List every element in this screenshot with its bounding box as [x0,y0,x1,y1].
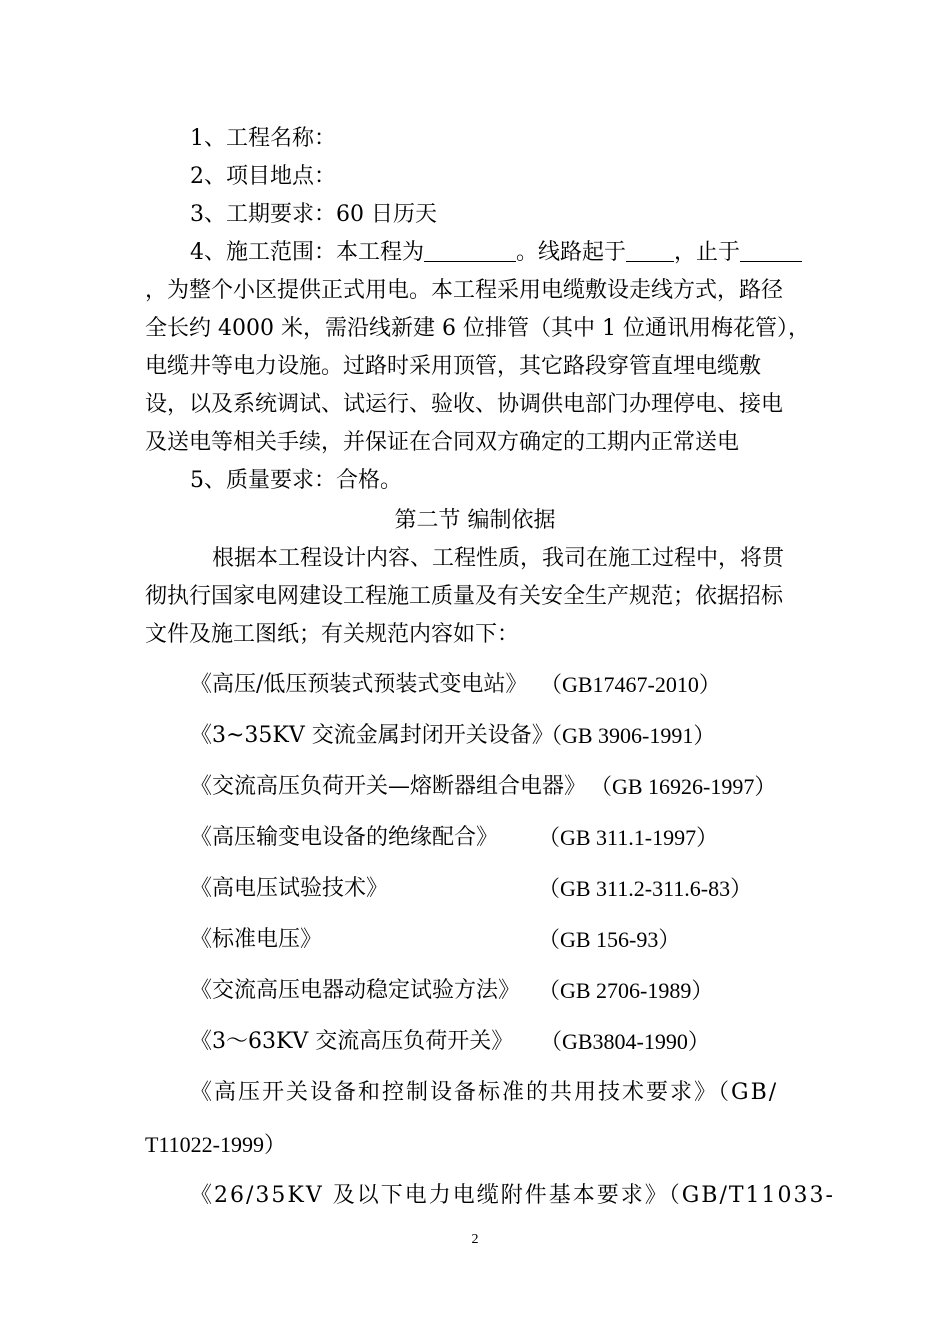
standard-code: （GB 311.2-311.6-83） [538,876,753,901]
scope-text-c: ，止于 [674,240,741,265]
standard-code: （GB 311.1-1997） [538,825,719,850]
standard-name: 《高电压试验技术》 [190,876,389,901]
scope-para-line: 设，以及系统调试、试运行、验收、协调供电部门办理停电、接电 [145,392,784,417]
standard-name: 《交流高压负荷开关—熔断器组合电器》 [190,774,587,799]
item-quality: 5、质量要求：合格。 [190,468,402,493]
standard-long: 《高压开关设备和控制设备标准的共用技术要求》（GB/ [190,1080,779,1105]
standard-name: 《交流高压电器动稳定试验方法》 [190,978,521,1003]
standard-name: 《高压输变电设备的绝缘配合》 [190,825,499,850]
blank-project [424,239,516,262]
section-title: 第二节 编制依据 [394,508,556,533]
scope-para-line: ，为整个小区提供正式用电。本工程采用电缆敷设走线方式，路径 [145,278,784,303]
standard-code: （GB 3906-1991） [540,723,716,748]
intro-line: 文件及施工图纸；有关规范内容如下： [145,622,520,647]
standard-code: （GB3804-1990） [540,1029,710,1054]
item-project-name: 1、工程名称： [190,126,336,151]
scope-para-line: 及送电等相关手续，并保证在合同双方确定的工期内正常送电 [145,430,740,455]
standard-code: （GB17467-2010） [540,672,721,697]
standard-name: 《高压/低压预装式预装式变电站》 [190,672,528,697]
page-number: 2 [471,1232,479,1247]
item-scope [190,238,802,268]
standard-name: 《3～63KV 交流高压负荷开关》 [190,1029,514,1054]
item-duration: 3、工期要求：60 日历天 [190,202,437,227]
standard-code: （GB 2706-1989） [538,978,714,1003]
scope-para-line: 电缆井等电力设施。过路时采用顶管，其它路段穿管直埋电缆敷 [145,354,762,379]
item-project-location: 2、项目地点： [190,164,336,189]
intro-line: 彻执行国家电网建设工程施工质量及有关安全生产规范；依据招标 [145,584,784,609]
standard-name: 《3~35KV 交流金属封闭开关设备》 [190,723,554,748]
blank-end [740,239,802,262]
standard-name: 《标准电压》 [190,927,323,952]
scope-para-line: 全长约 4000 米，需沿线新建 6 位排管（其中 1 位通讯用梅花管）， [145,316,810,341]
standard-long-cont: T11022-1999） [145,1132,286,1157]
standard-code: （GB 156-93） [538,927,681,952]
blank-start [626,239,674,262]
intro-line: 根据本工程设计内容、工程性质，我司在施工过程中，将贯 [212,546,785,571]
scope-text-b: 。线路起于 [516,240,627,265]
scope-text-a: 4、施工范围：本工程为 [190,240,424,265]
standard-long: 《26/35KV 及以下电力电缆附件基本要求》（GB/T11033- [190,1183,835,1208]
standard-code: （GB 16926-1997） [590,774,777,799]
